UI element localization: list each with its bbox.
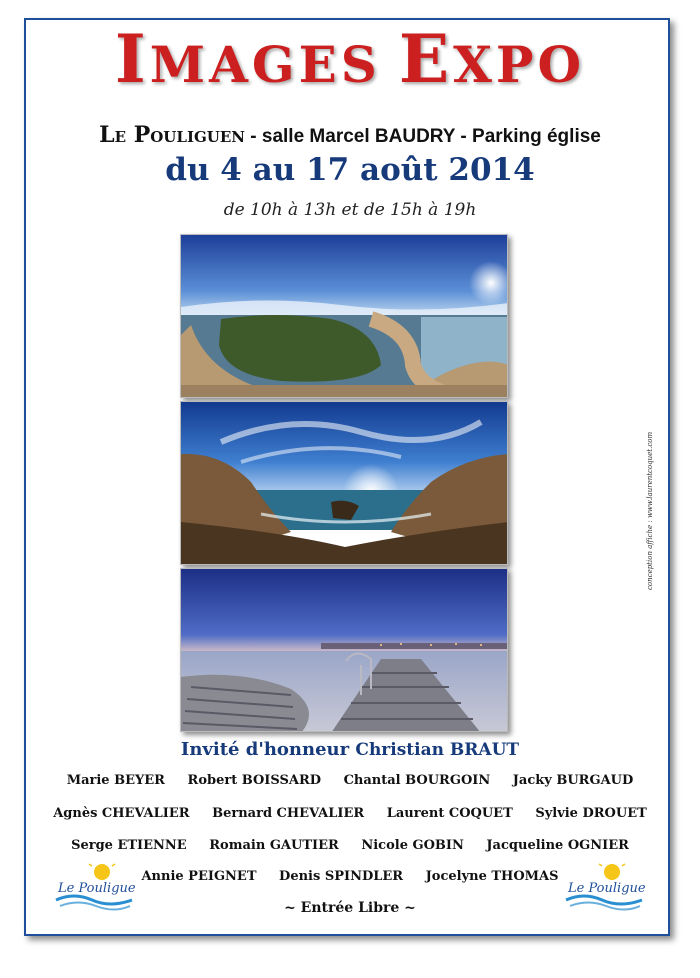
artist-name: Robert BOISSARD	[187, 773, 322, 788]
artist-row-1	[0, 773, 700, 788]
title-rest-xpo: XPO	[453, 35, 586, 94]
artist-name: Annie PEIGNET	[141, 869, 257, 884]
title-rest-mages: MAGES	[149, 35, 381, 94]
le-pouliguen-logo-icon	[52, 862, 136, 912]
venue-details: - salle Marcel BAUDRY - Parking église	[245, 126, 601, 147]
artist-name: Agnès CHEVALIER	[53, 806, 190, 821]
artist-name: Nicole GOBIN	[361, 838, 464, 853]
panorama-photo-wooden-jetty	[180, 568, 508, 732]
artist-name: Chantal BOURGOIN	[343, 773, 491, 788]
artist-name: Romain GAUTIER	[209, 838, 339, 853]
guest-name: Christian BRAUT	[355, 740, 520, 760]
opening-hours: de 10h à 13h et de 15h à 19h	[223, 200, 477, 220]
design-credit	[646, 430, 660, 590]
svg-text:Le Pouliguen: Le Pouliguen	[568, 881, 646, 896]
artist-name: Marie BEYER	[66, 773, 165, 788]
exhibition-dates: du 4 au 17 août 2014	[165, 152, 535, 188]
artist-name: Sylvie DROUET	[535, 806, 647, 821]
svg-text:Le Pouliguen: Le Pouliguen	[58, 881, 136, 896]
guest-of-honour-line	[0, 739, 700, 760]
title-initial-e: E	[398, 20, 454, 98]
artist-name: Denis SPINDLER	[279, 869, 404, 884]
artist-name: Jacqueline OGNIER	[486, 838, 629, 853]
venue-town: Le Pouliguen	[99, 122, 245, 148]
guest-label: Invité d'honneur	[180, 739, 350, 760]
venue-line	[0, 122, 700, 148]
artist-row-3	[0, 838, 700, 853]
artist-name: Jocelyne THOMAS	[425, 869, 559, 884]
free-entry-notice: ~ Entrée Libre ~	[284, 900, 416, 916]
artist-name: Bernard CHEVALIER	[212, 806, 365, 821]
panorama-photo-coastal-path	[180, 234, 508, 398]
artist-name: Serge ETIENNE	[71, 838, 187, 853]
artist-name: Laurent COQUET	[386, 806, 513, 821]
artist-row-2	[0, 806, 700, 821]
artist-name: Jacky BURGAUD	[512, 773, 634, 788]
panorama-photo-rocky-cove	[180, 401, 508, 565]
poster-title	[0, 20, 700, 98]
le-pouliguen-logo-icon	[562, 862, 646, 912]
design-credit-text: conception affiche : www.laurentcoquet.com	[646, 431, 654, 590]
title-initial-i: I	[114, 20, 150, 98]
